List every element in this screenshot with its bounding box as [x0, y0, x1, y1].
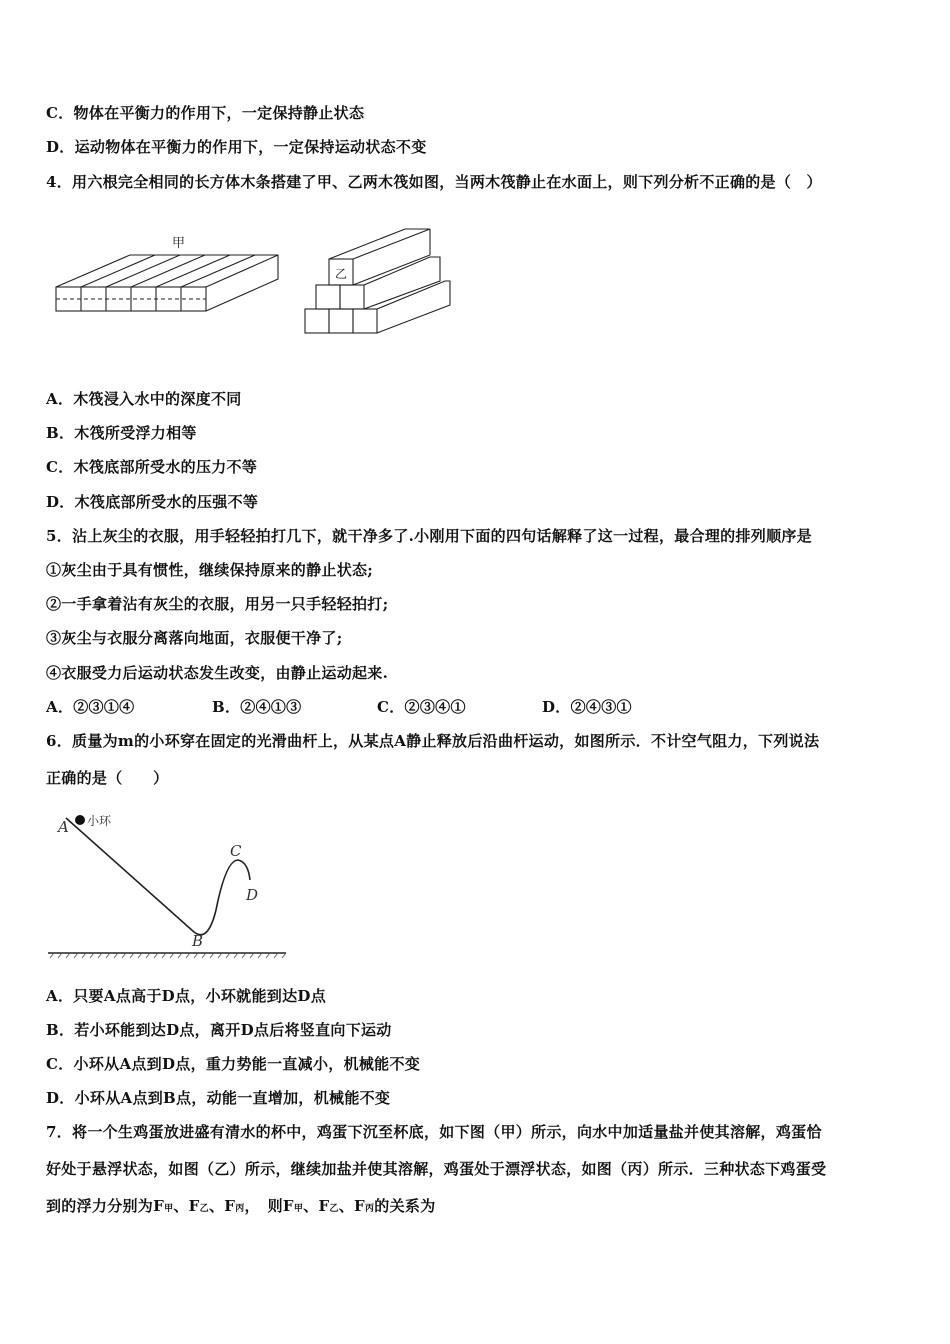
- subscript-yi: 乙: [199, 1204, 209, 1214]
- subscript-bing: 丙: [364, 1204, 375, 1214]
- q7-separator: 、F: [173, 1197, 200, 1215]
- q5-stem: 5．沾上灰尘的衣服，用手轻轻拍打几下，就干净多了.小刚用下面的四句话解释了这一过程，最合理的排列顺序是: [46, 527, 812, 545]
- raft-jia: [56, 255, 278, 311]
- ground-hatch: [50, 953, 286, 958]
- q3-option-c: C．物体在平衡力的作用下，一定保持静止状态: [46, 104, 365, 122]
- raft-jia-label: 甲: [172, 236, 186, 251]
- q6-option-b: B．若小环能到达D点，离开D点后将竖直向下运动: [46, 1021, 392, 1039]
- small-ring: [75, 815, 85, 825]
- q4-option-d: D．木筏底部所受水的压强不等: [46, 493, 259, 511]
- raft-yi: [305, 229, 450, 333]
- q4-option-c: C．木筏底部所受水的压力不等: [46, 458, 258, 476]
- q6-option-a: A．只要A点高于D点，小环就能到达D点: [46, 987, 326, 1005]
- q5-option-a: A．②③①④: [46, 698, 135, 716]
- q6-stem-line-1: 6．质量为m的小环穿在固定的光滑曲杆上，从某点A静止释放后沿曲杆运动，如图所示．不计空气阻力，下列说法: [46, 732, 820, 750]
- q7-separator: 、F: [208, 1197, 236, 1215]
- q5-statement-2: ②一手拿着沾有灰尘的衣服，用另一只手轻轻拍打;: [46, 595, 389, 613]
- point-b-label: B: [192, 932, 204, 950]
- q3-option-d: D．运动物体在平衡力的作用下，一定保持运动状态不变: [46, 138, 427, 156]
- q5-option-c: C．②③④①: [377, 698, 466, 716]
- q5-option-b: B．②④①③: [212, 698, 302, 716]
- q7-stem-line-3: [46, 1195, 436, 1216]
- q7-separator: 、F: [303, 1197, 330, 1215]
- q7-text-part: 的关系为: [374, 1197, 436, 1215]
- q5-option-d: D．②④③①: [542, 698, 632, 716]
- subscript-jia: 甲: [293, 1204, 304, 1214]
- q7-stem-line-1: 7．将一个生鸡蛋放进盛有清水的杯中，鸡蛋下沉至杯底，如下图（甲）所示，向水中加适量盐并使其溶解，鸡蛋恰: [46, 1123, 822, 1141]
- subscript-bing: 丙: [235, 1204, 245, 1214]
- q6-curve-figure: [44, 800, 294, 962]
- raft-yi-label: 乙: [335, 267, 348, 281]
- q5-statement-3: ③灰尘与衣服分离落向地面，衣服便干净了;: [46, 629, 343, 647]
- point-c-label: C: [230, 842, 242, 860]
- q6-stem-line-2: 正确的是（ ）: [46, 769, 169, 787]
- q6-option-d: D．小环从A点到B点，动能一直增加，机械能不变: [46, 1089, 391, 1107]
- subscript-yi: 乙: [329, 1204, 339, 1214]
- q7-stem-line-2: 好处于悬浮状态，如图（乙）所示，继续加盐并使其溶解，鸡蛋处于漂浮状态，如图（丙）所示．三种状态下鸡蛋受: [46, 1160, 827, 1178]
- q4-option-b: B．木筏所受浮力相等: [46, 424, 197, 442]
- q4-raft-figure: [50, 225, 460, 345]
- q7-text-part: ， 则F: [244, 1197, 294, 1215]
- small-ring-label: 小环: [87, 814, 112, 828]
- q4-option-a: A．木筏浸入水中的深度不同: [46, 390, 242, 408]
- q7-separator: 、F: [338, 1197, 365, 1215]
- q4-stem: 4．用六根完全相同的长方体木条搭建了甲、乙两木筏如图，当两木筏静止在水面上，则下列分析不正确的是（ ）: [46, 173, 822, 191]
- curved-rod: [66, 818, 250, 935]
- point-a-label: A: [58, 818, 69, 836]
- point-d-label: D: [246, 886, 259, 904]
- q7-text-part: 到的浮力分别为F: [46, 1197, 165, 1215]
- q5-statement-4: ④衣服受力后运动状态发生改变，由静止运动起来.: [46, 664, 389, 682]
- subscript-jia: 甲: [164, 1204, 174, 1214]
- q5-statement-1: ①灰尘由于具有惯性，继续保持原来的静止状态;: [46, 561, 374, 579]
- q6-option-c: C．小环从A点到D点，重力势能一直减小，机械能不变: [46, 1055, 421, 1073]
